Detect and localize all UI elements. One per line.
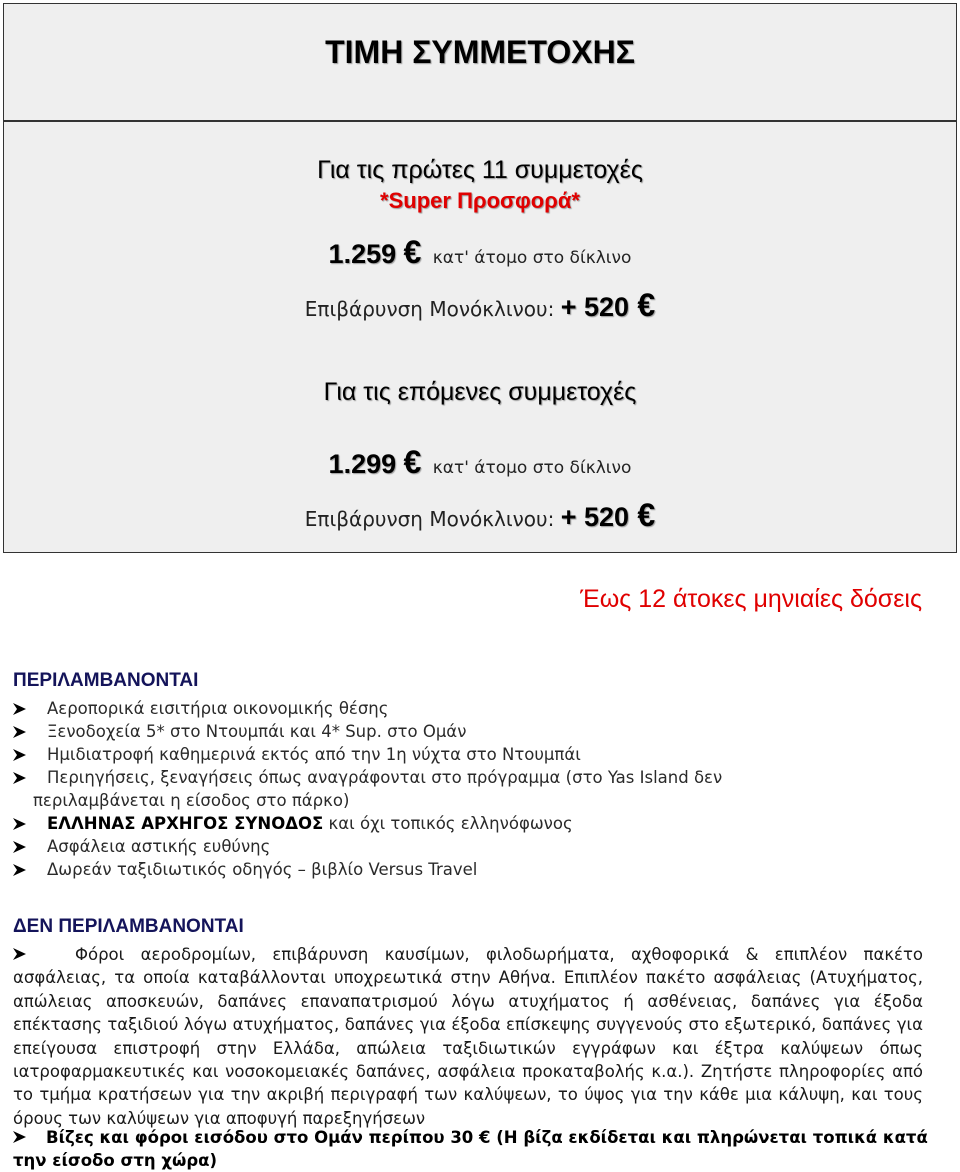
single-supplement-label: Επιβάρυνση Μονόκλινου: [304,507,555,531]
next-price-amount: 1.299 [328,449,397,479]
arrow-bullet-icon [13,841,26,853]
included-list [13,697,933,881]
price-box [3,121,957,553]
excluded-paragraph: Φόροι αεροδρομίων, επιβάρυνση καυσίμων, φιλοδωρήματα, αχθοφορικά & επιπλέον πακέτο ασφάλειας, τα οποία καταβάλλονται υποχρεωτικά στην Αθήνα. Επιπλέον πακέτο ασφάλειας (Ατυχήματος, απώλειας αποσκευών, δαπάνες επαναπατρισμού λόγω ατυχήματος ή ασθένειας, δαπάνες για έξοδα επέκτασης ταξιδιού λόγω ατυχήματος, δαπάνες για έξοδα επίσκεψης συγγενούς στο εξωτερικό, δαπάνες για επείγουσα επιστροφή στην Ελλάδα, απώλεια ταξιδιωτικών εγγράφων και έξτρα καλύψεων όπως ιατροφαρμακευτικές και νοσοκομειακές δαπάνες, ασφάλεια προκαταβολής κ.α.). Ζητήστε πληροφορίες από το τμήμα κρατήσεων για την ακριβή περιγραφή των καλύψεων, το ύψος για την κάθε μια κάλυψη, και τους όρους των καλύψεων για αποφυγή παρεξηγήσεων [13,945,923,1128]
next-single-supplement [4,497,956,534]
arrow-bullet-icon [13,864,26,876]
list-item-continuation: περιλαμβάνεται η είσοδος στο πάρκο) [33,791,350,810]
list-item: Ασφάλεια αστικής ευθύνης [13,835,933,858]
first-participations-heading: Για τις πρώτες 11 συμμετοχές [317,156,643,184]
page-title: ΤΙΜΗ ΣΥΜΜΕΤΟΧΗΣ [325,34,635,70]
next-participations-heading: Για τις επόμενες συμμετοχές [323,378,637,406]
list-item: Ημιδιατροφή καθημερινά εκτός από την 1η νύχτα στο Ντουμπάι [13,743,933,766]
first-single-supplement [4,287,956,324]
arrow-bullet-icon [13,818,26,830]
first-price-line [4,234,956,271]
single-supplement-amount: + 520 [560,502,630,532]
euro-icon: € [403,234,422,270]
per-person-label: κατ' άτομο στο δίκλινο [432,458,632,478]
arrow-bullet-icon [13,772,26,784]
arrow-bullet-icon [13,703,26,715]
per-person-label: κατ' άτομο στο δίκλινο [432,248,632,268]
euro-icon: € [403,444,422,480]
arrow-bullet-icon [13,749,26,761]
super-offer-label: *Super Προσφορά* [380,188,580,213]
list-item: ΕΛΛΗΝΑΣ ΑΡΧΗΓΟΣ ΣΥΝΟΔΟΣ και όχι τοπικός ελληνόφωνος [13,812,933,835]
list-item: Ξενοδοχεία 5* στο Ντουμπάι και 4* Sup. στο Ομάν [13,720,933,743]
greek-leader-label: ΕΛΛΗΝΑΣ ΑΡΧΗΓΟΣ ΣΥΝΟΔΟΣ [47,814,324,833]
single-supplement-amount: + 520 [560,292,630,322]
excluded-title: ΔΕΝ ΠΕΡΙΛΑΜΒΑΝΟΝΤΑΙ [13,916,244,937]
list-item: Περιηγήσεις, ξεναγήσεις όπως αναγράφονται στο πρόγραμμα (στο Yas Island δεν περιλαμβάνεται η είσοδος στο πάρκο) [13,766,933,812]
title-box [3,3,957,121]
euro-icon: € [637,287,656,323]
first-price-amount: 1.259 [328,239,397,269]
installments-note: Έως 12 άτοκες μηνιαίες δόσεις [580,585,922,613]
included-title: ΠΕΡΙΛΑΜΒΑΝΟΝΤΑΙ [13,670,199,691]
arrow-bullet-icon [13,948,26,960]
list-item: Αεροπορικά εισιτήρια οικονομικής θέσης [13,697,933,720]
excluded-visa-item: Βίζες και φόροι εισόδου στο Ομάν περίπου 30 € (Η βίζα εκδίδεται και πληρώνεται τοπικά κατά την είσοδο στη χώρα) [13,1128,928,1170]
arrow-bullet-icon [13,1131,26,1143]
list-item: Δωρεάν ταξιδιωτικός οδηγός – βιβλίο Versus Travel [13,858,933,881]
next-price-line [4,444,956,481]
euro-icon: € [637,497,656,533]
single-supplement-label: Επιβάρυνση Μονόκλινου: [304,297,555,321]
arrow-bullet-icon [13,726,26,738]
